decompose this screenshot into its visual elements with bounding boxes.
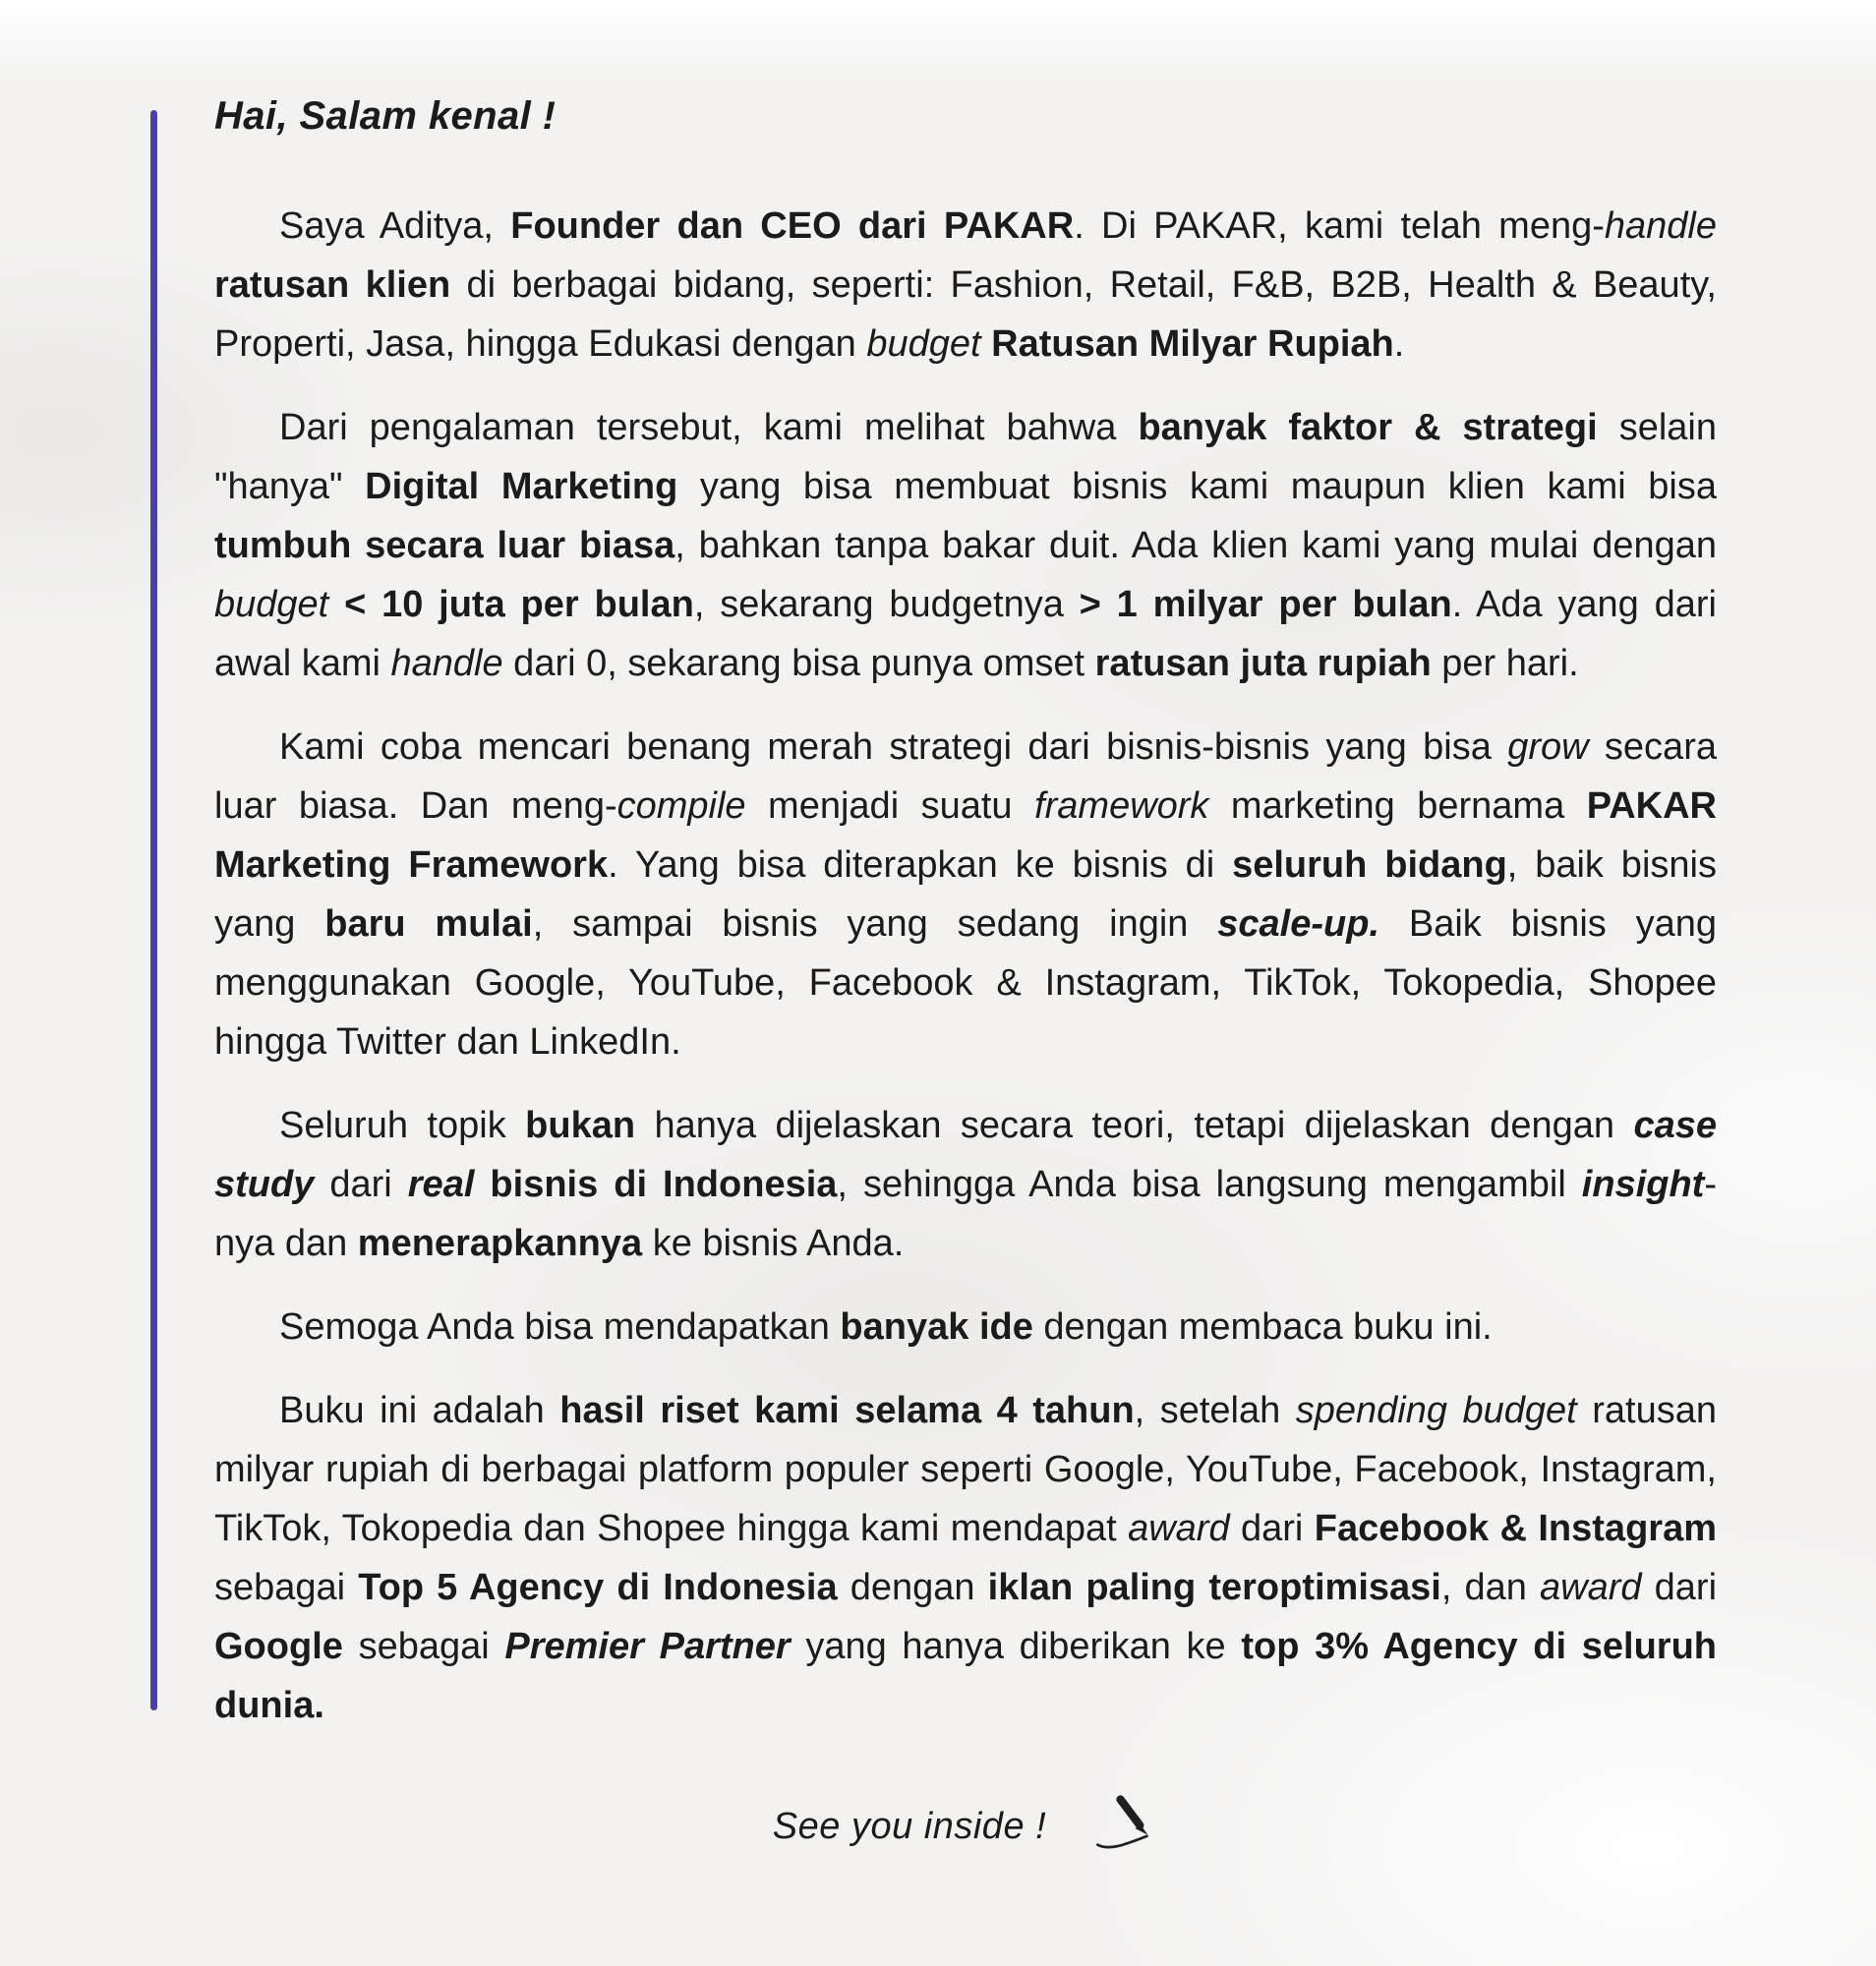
paragraph-research: Buku ini adalah hasil riset kami selama 4 tahun, setelah spending budget ratusan milyar rupiah di berbagai platform populer seperti Google, YouTube, Facebook, Instagram, TikTok, Tokopedia dan Shopee hingga kami mendapat award dari Facebook & Instagram sebagai Top 5 Agency di Indonesia dengan iklan paling teroptimisasi, dan award dari Google sebagai Premier Partner yang hanya diberikan ke top 3% Agency di seluruh dunia. bbox=[214, 1390, 1718, 1726]
paragraph-intro: Saya Aditya, Founder dan CEO dari PAKAR. Di PAKAR, kami telah meng-handle ratusan klien di berbagai bidang, seperti: Fashion, Retail, F&B, B2B, Health & Beauty, Properti, Jasa, hingga Edukasi dengan budget Ratusan Milyar Rupiah. bbox=[214, 205, 1717, 365]
pen-icon bbox=[1093, 1794, 1158, 1859]
paragraph-experience: Dari pengalaman tersebut, kami melihat bahwa banyak faktor & strategi selain "hanya" Digital Marketing yang bisa membuat bisnis kami maupun klien kami bisa tumbuh secara luar biasa, bahkan tanpa bakar duit. Ada klien kami yang mulai dengan budget < 10 juta per bulan, sekarang budgetnya > 1 milyar per bulan. Ada yang dari awal kami handle dari 0, sekarang bisa punya omset ratusan juta rupiah per hari. bbox=[214, 407, 1718, 684]
letter-content bbox=[214, 87, 1717, 1859]
greeting-heading: Hai, Salam kenal ! bbox=[214, 94, 557, 138]
paragraph-framework: Kami coba mencari benang merah strategi dari bisnis-bisnis yang bisa grow secara luar biasa. Dan meng-compile menjadi suatu framework marketing bernama PAKAR Marketing Framework. Yang bisa diterapkan ke bisnis di seluruh bidang, baik bisnis yang baru mulai, sampai bisnis yang sedang ingin scale-up. Baik bisnis yang menggunakan Google, YouTube, Facebook & Instagram, TikTok, Tokopedia, Shopee hingga Twitter dan LinkedIn. bbox=[214, 726, 1717, 1063]
accent-bar bbox=[150, 110, 157, 1710]
closing-line bbox=[214, 1794, 1717, 1859]
paragraph-case-study: Seluruh topik bukan hanya dijelaskan secara teori, tetapi dijelaskan dengan case study dari real bisnis di Indonesia, sehingga Anda bisa langsung mengambil insight-nya dan menerapkannya ke bisnis Anda. bbox=[214, 1105, 1717, 1264]
paragraph-hope: Semoga Anda bisa mendapatkan banyak ide dengan membaca buku ini. bbox=[279, 1306, 1493, 1348]
closing-text: See you inside ! bbox=[772, 1805, 1047, 1847]
